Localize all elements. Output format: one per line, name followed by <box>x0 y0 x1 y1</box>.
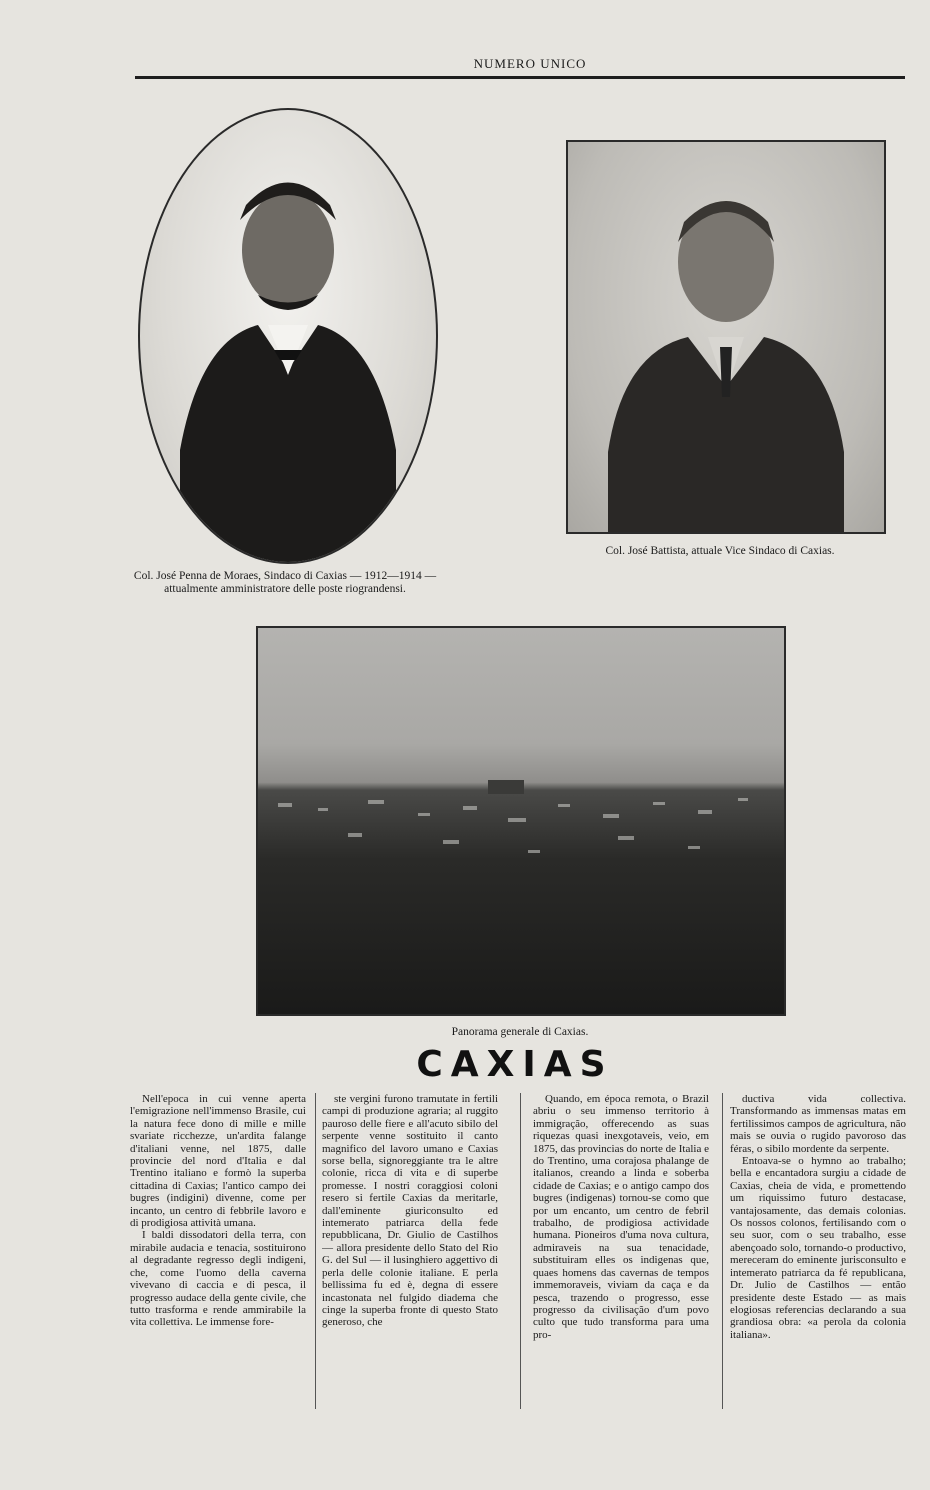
caption-panorama: Panorama generale di Caxias. <box>451 1026 589 1038</box>
header-rule <box>135 76 905 79</box>
column-divider <box>520 1093 521 1409</box>
paragraph: Nell'epoca in cui venne aperta l'emigrazione nell'immenso Brasile, cui la natura fece dono di mille e mille svariate ricchezze, un'ardita falange d'italiani venne, nel 1875, dalle provincie del nord d'Italia e dal Trentino italiano e formò la superba cittadina di Caxias; l'antico campo dei bugres (indigini) divenne, come per incanto, un centro di febbrile lavoro e di prodigiosa attività umana. <box>130 1093 306 1230</box>
panorama-photo <box>256 626 786 1016</box>
portrait-oval-photo <box>138 108 438 564</box>
article-column-3 <box>533 1093 709 1409</box>
masthead: NUMERO UNICO <box>473 56 587 71</box>
paragraph: ste vergini furono tramutate in fertili campi di produzione agraria; al ruggito pauroso delle fiere e all'acuto sibilo del serpente venne sostituito il canto magnifico del lavoro umano e Caxias sorse bella, signoreggiante tra le altre colonie, ricca di vita e di superbe promesse. I nostri coraggiosi coloni resero si fertile Caxias da meritarle, dall'eminente giuriconsulto ed intemerato patriarca della fede repubblicana, Dr. Giulio de Castilhos — allora presidente dello Stato del Rio G. del Sul — il lusinghiero aggettivo di perla delle colonie italiane. E perla bellissima fu ed è, degna di essere incastonata nel fulgido diadema che cinge la superba fronte di questo Stato generoso, che <box>322 1093 498 1329</box>
portrait-rect-photo <box>566 140 886 534</box>
article-title: CAXIAS <box>416 1044 614 1085</box>
paragraph: Quando, em época remota, o Brazil abriu o seu immenso territorio à immigração, offerecendo as suas riquezas quasi inexgotaveis, veio, em 1875, das provincias do norte de Italia e do Trentino, uma corajosa phalange de italianos, creando a linda e soberba cidade de Caxias; e o antigo campo dos bugres (indigenas) tornou-se como que por um encanto, um centro de febril trabalho, de prodigiosa actividade humana. Pioneiros d'uma nova cultura, admiraveis na sua tenacidade, substituiram elles os indigenas que, quaes homens das cavernas de tempos immemoraveis, viviam da caça e da pesca, trazendo o progresso, esse progresso da civilisação d'um povo culto que tudo transforma para uma pro- <box>533 1093 709 1341</box>
paragraph: I baldi dissodatori della terra, con mirabile audacia e tenacia, sostituirono al degradante regresso degli indigeni, che, come l'uomo della caverna vivevano di caccia e di pesca, il progresso audace della gente civile, che tutto trasforma e rende ammirabile la vita collettiva. Le immense fore- <box>130 1229 306 1329</box>
paragraph: ductiva vida collectiva. Transformando as immensas matas em fertilissimos campos de agricultura, não mais se ouvia o rugido pavoroso das féras, o sibilo mordente da serpente. <box>730 1093 906 1155</box>
column-divider <box>722 1093 723 1409</box>
article-column-1 <box>130 1093 306 1409</box>
caption-right-portrait: Col. José Battista, attuale Vice Sindaco di Caxias. <box>605 545 835 557</box>
paragraph: Entoava-se o hymno ao trabalho; bella e encantadora surgiu a cidade de Caxias, cheia de vida, e promettendo um riquissimo futuro destacase, vantajosamente, das demais colonias. Os nossos colonos, fertilisando com o seu suor, com o seu trabalho, esse abençoado solo, tornando-o productivo, mereceram do eminente jurisconsulto e intemerato patriarca da fé republicana, Dr. Julio de Castilhos — então presidente deste Estado — as mais elogiosas referencias declarando a sua grandiosa obra: «a perola da colonia italiana». <box>730 1155 906 1341</box>
article-column-4 <box>730 1093 906 1409</box>
column-divider <box>315 1093 316 1409</box>
caption-left-portrait: Col. José Penna de Moraes, Sindaco di Caxias — 1912—1914 — attualmente amministratore delle poste riograndensi. <box>133 570 437 595</box>
article-column-2 <box>322 1093 498 1409</box>
